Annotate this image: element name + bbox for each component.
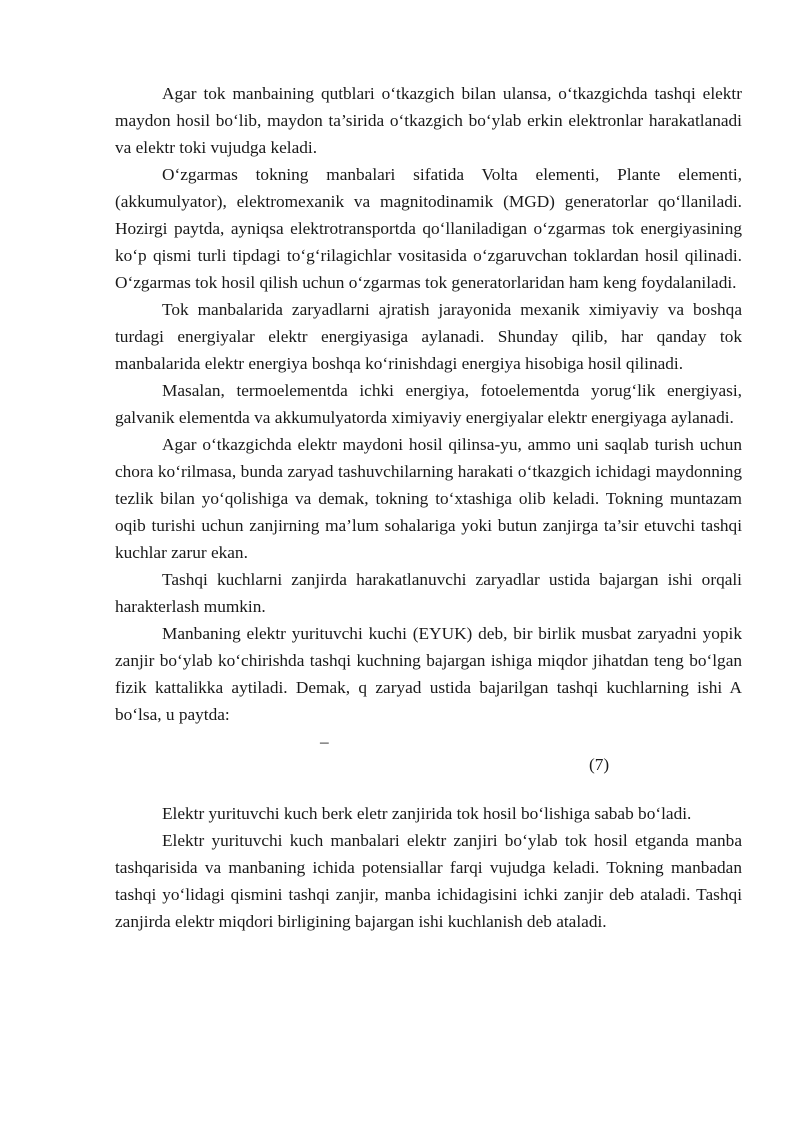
paragraph-emf-cause: Elektr yurituvchi kuch berk eletr zanjirida tok hosil bo‘lishiga sabab bo‘ladi.	[162, 804, 692, 823]
paragraph-external-forces-work: Tashqi kuchlarni zanjirda harakatlanuvchi zaryadlar ustida bajargan ishi orqali harakterlash mumkin.	[115, 570, 742, 616]
paragraph-emf-definition: Manbaning elektr yurituvchi kuchi (EYUK) deb, bir birlik musbat zaryadni yopik zanjir bo‘ylab ko‘chirishda tashqi kuchning bajargan ishiga miqdor jihatdan teng bo‘lgan fizik kattalikka aytiladi. Demak, q zaryad ustida bajarilgan tashqi kuchlarning ishi A bo‘lsa, u paytda:	[115, 624, 742, 724]
paragraph-external-forces-need: Agar o‘tkazgichda elektr maydoni hosil qilinsa-yu, ammo uni saqlab turish uchun chora ko‘rilmasa, bunda zaryad tashuvchilarning harakati o‘tkazgich ichidagi maydonning tezlik bilan yo‘qolishiga va demak, tokning to‘xtashiga olib keladi. Tokning muntazam oqib turishi uchun zanjirning ma’lum sohalariga yoki butun zanjirga ta’sir etuvchi tashqi kuchlar zarur ekan.	[115, 435, 742, 562]
formula-fraction-bar: –	[320, 732, 329, 751]
paragraph-energy-conversion: Tok manbalarida zaryadlarni ajratish jarayonida mexanik ximiyaviy va boshqa turdagi energiyalar elektr energiyasiga aylanadi. Shunday qilib, har qanday tok manbalarida elektr energiya boshqa ko‘rinishdagi energiya hisobiga hosil qilinadi.	[115, 300, 742, 373]
paragraph-voltage-definition: Elektr yurituvchi kuch manbalari elektr zanjiri bo‘ylab tok hosil etganda manba tashqarisida va manbaning ichida potensiallar farqi vujudga keladi. Tokning manbadan tashqi yo‘lidagi qismini tashqi zanjir, manba ichidagisini ichki zanjir deb ataladi. Tashqi zanjirda elektr miqdori birligining bajargan ishi kuchlanish deb ataladi.	[115, 831, 742, 931]
equation-number: (7)	[589, 755, 610, 774]
paragraph-dc-sources: O‘zgarmas tokning manbalari sifatida Volta elementi, Plante elementi, (akkumulyator), elektromexanik va magnitodinamik (MGD) generatorlar qo‘llaniladi. Hozirgi paytda, ayniqsa elektrotransportda qo‘llaniladigan o‘zgarmas tok energiyasining ko‘p qismi turli tipdagi to‘g‘rilagichlar vositasida o‘zgaruvchan toklardan hosil qilinadi. O‘zgarmas tok hosil qilish uchun o‘zgarmas tok generatorlaridan ham keng foydalaniladi.	[115, 165, 742, 292]
document-page	[115, 80, 742, 935]
paragraph-examples: Masalan, termoelementda ichki energiya, fotoelementda yorug‘lik energiyasi, galvanik elementda va akkumulyatorda ximiyaviy energiyalar elektr energiyaga aylanadi.	[115, 381, 742, 427]
paragraph-current-flow: Agar tok manbaining qutblari o‘tkazgich bilan ulansa, o‘tkazgichda tashqi elektr maydon hosil bo‘lib, maydon ta’sirida o‘tkazgich bo‘ylab erkin elektronlar harakatlanadi va elektr toki vujudga keladi.	[115, 84, 742, 157]
formula-block	[115, 728, 742, 800]
